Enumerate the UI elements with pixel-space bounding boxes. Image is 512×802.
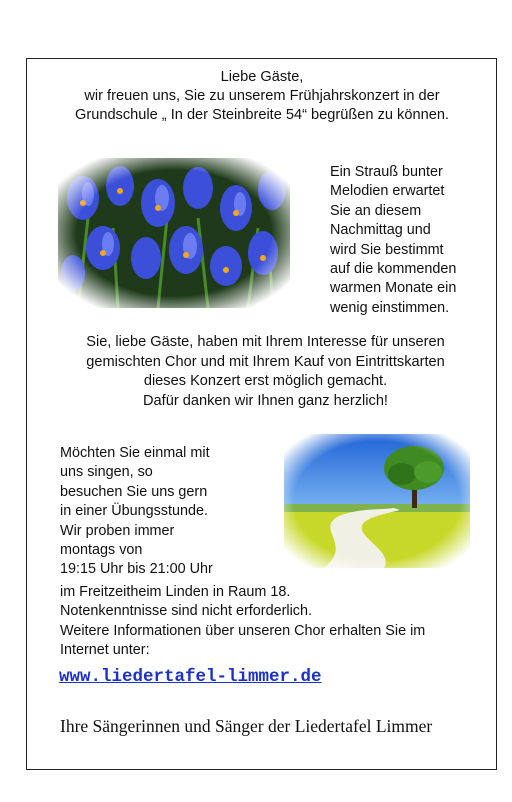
- signature: Ihre Sängerinnen und Sänger der Liedertafel Limmer: [60, 716, 433, 736]
- side-text-line: Ein Strauß bunter: [330, 164, 443, 180]
- side-text-block: [330, 163, 490, 318]
- invite-line: Möchten Sie einmal mit: [60, 445, 210, 461]
- greeting-line: Liebe Gäste,: [220, 69, 304, 85]
- thanks-line: gemischten Chor und mit Ihrem Kauf von Eintrittskarten: [86, 353, 445, 370]
- thanks-line: Dafür danken wir Ihnen ganz herzlich!: [143, 392, 388, 409]
- greeting-block: [28, 68, 496, 125]
- side-text-line: Melodien erwartet: [330, 183, 445, 200]
- invite-line: im Freitzeitheim Linden in Raum 18.: [60, 584, 291, 600]
- crocus-flowers-image: [58, 158, 290, 308]
- greeting-line: wir freuen uns, Sie zu unserem Frühjahrskonzert in der: [84, 88, 440, 104]
- invite-line: Notenkenntnisse sind nicht erforderlich.: [60, 603, 312, 620]
- thanks-line: dieses Konzert erst möglich gemacht.: [143, 373, 388, 389]
- invite-line: 19:15 Uhr bis 21:00 Uhr: [60, 561, 213, 578]
- invite-line: montags von: [60, 542, 143, 559]
- invite-line: Internet unter:: [60, 642, 150, 659]
- thanks-block: [28, 333, 503, 411]
- invite-line: in einer Übungsstunde.: [60, 503, 209, 520]
- website-link[interactable]: www.liedertafel-limmer.de: [59, 667, 322, 687]
- invite-line: besuchen Sie uns gern: [60, 483, 208, 500]
- side-text-line: Sie an diesem: [330, 202, 422, 219]
- greeting-line: Grundschule „ In der Steinbreite 54“ begrüßen zu können.: [75, 107, 449, 123]
- tree-landscape-image: [284, 434, 470, 568]
- invite-line: uns singen, so: [60, 464, 153, 481]
- invite-line: Wir proben immer: [60, 522, 175, 539]
- thanks-line: Sie, liebe Gäste, haben mit Ihrem Interesse für unseren: [86, 334, 445, 350]
- side-text-line: auf die kommenden: [330, 261, 457, 278]
- side-text-line: wird Sie bestimmt: [330, 241, 444, 258]
- invite-details-block: [60, 583, 490, 661]
- side-text-line: Nachmittag und: [330, 222, 431, 239]
- invite-line: Weitere Informationen über unseren Chor erhalten Sie im: [60, 622, 426, 639]
- side-text-line: warmen Monate ein: [330, 280, 457, 297]
- side-text-line: wenig einstimmen.: [330, 299, 450, 316]
- invite-block: [60, 444, 245, 580]
